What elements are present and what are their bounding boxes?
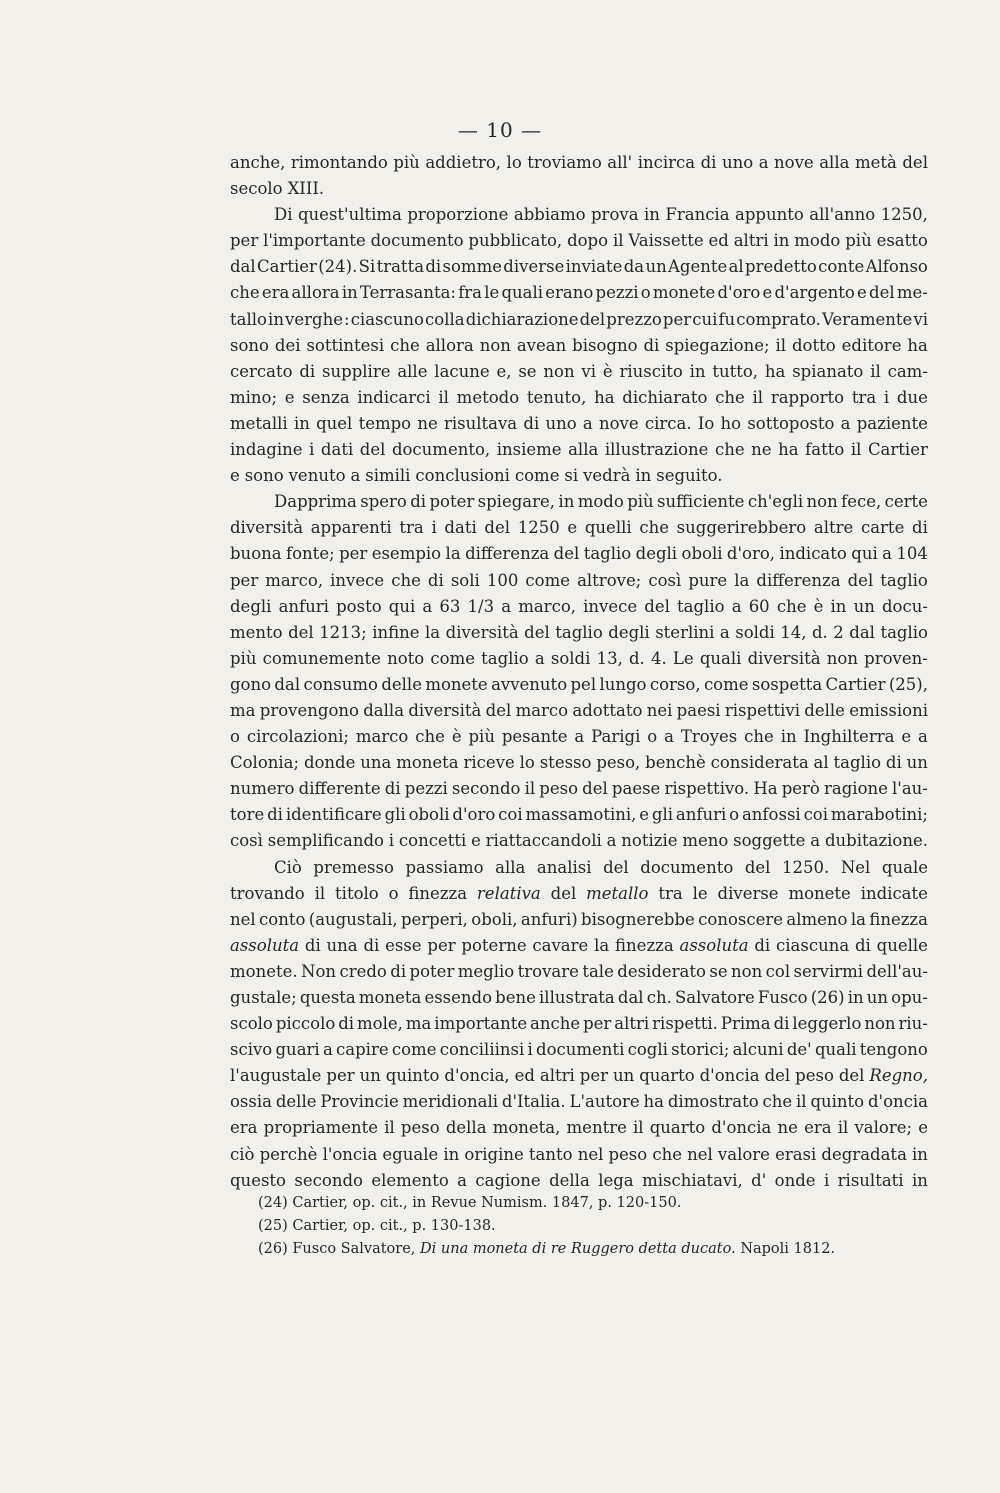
text-line: numero differente di pezzi secondo il peso del paese rispettivo. Ha però ragione l'au- <box>230 779 928 799</box>
text-line: monete. Non credo di poter meglio trovare tale desiderato se non col servirmi dell'au- <box>230 961 928 981</box>
text-line: gustale; questa moneta essendo bene illustrata dal ch. Salvatore Fusco (26) in un opu- <box>230 988 928 1007</box>
text-line: Colonia; donde una moneta riceve lo stesso peso, benchè considerata al taglio di un <box>230 753 928 773</box>
text-line: tallo in verghe : ciascuno colla dichiarazione del prezzo per cui fu comprato. Veramente vi <box>230 309 928 329</box>
text-line: questo secondo elemento a cagione della lega mischiatavi, d' onde i risultati in <box>230 1170 928 1190</box>
text-line: metalli in quel tempo ne risultava di uno a nove circa. Io ho sottoposto a paziente <box>230 413 928 433</box>
footnote <box>258 1215 858 1238</box>
footnote-mark: (24) <box>258 1195 293 1211</box>
text-line: trovando il titolo o finezza relativa del metallo tra le diverse monete indicate <box>230 883 928 903</box>
text-line: mino; e senza indicarci il metodo tenuto, ha dichiarato che il rapporto tra i due <box>230 387 928 407</box>
text-line: scolo piccolo di mole, ma importante anche per altri rispetti. Prima di leggerlo non riu- <box>230 1014 928 1034</box>
text-line: che era allora in Terrasanta: fra le quali erano pezzi o monete d'oro e d'argento e del me- <box>230 283 928 303</box>
footnotes <box>258 1192 858 1261</box>
text-line: per marco, invece che di soli 100 come altrove; così pure la differenza del taglio <box>230 570 928 590</box>
text-line: gono dal consumo delle monete avvenuto pel lungo corso, come sospetta Cartier (25), <box>230 674 928 694</box>
text-line: tore di identificare gli oboli d'oro coi massamotini, e gli anfuri o anfossi coi marabotini; <box>230 805 928 825</box>
text-line: indagine i dati del documento, insieme alla illustrazione che ne ha fatto il Cartier <box>230 440 928 460</box>
text-line: anche, rimontando più addietro, lo troviamo all' incirca di uno a nove alla metà del <box>230 153 928 172</box>
text-line: assoluta di una di esse per poterne cavare la finezza assoluta di ciascuna di quelle <box>230 935 928 955</box>
text-line: scivo guari a capire come conciliinsi i documenti cogli storici; alcuni de' quali tengono <box>230 1040 928 1060</box>
footnote <box>258 1238 858 1261</box>
footnote-mark: (25) <box>258 1218 293 1234</box>
body-text <box>230 150 928 1194</box>
text-line: ciò perchè l'oncia eguale in origine tanto nel peso che nel valore erasi degradata in <box>230 1144 928 1164</box>
text-line: e sono venuto a simili conclusioni come si vedrà in seguito. <box>230 466 723 486</box>
text-line: così semplificando i concetti e riattaccandoli a notizie meno soggette a dubitazione. <box>230 831 928 851</box>
text-line: l'augustale per un quinto d'oncia, ed altri per un quarto d'oncia del peso del Regno, <box>230 1066 928 1086</box>
footnote-reference: Napoli 1812. <box>740 1241 836 1257</box>
text-line: era propriamente il peso della moneta, mentre il quarto d'oncia ne era il valore; e <box>230 1118 928 1138</box>
text-line: o circolazioni; marco che è più pesante a Parigi o a Troyes che in Inghilterra e a <box>230 727 928 747</box>
text-line: buona fonte; per esempio la differenza del taglio degli oboli d'oro, indicato qui a 104 <box>230 544 928 564</box>
footnote-author: Cartier, <box>292 1218 353 1234</box>
text-line: degli anfuri posto qui a 63 1/3 a marco, invece del taglio a 60 che è in un docu- <box>230 596 928 616</box>
footnote-title: Di una moneta di re Ruggero detta ducato. <box>420 1241 741 1257</box>
text-line: nel conto (augustali, perperi, oboli, anfuri) bisognerebbe conoscere almeno la finezza <box>230 909 928 929</box>
text-line: cercato di supplire alle lacune e, se non vi è riuscito in tutto, ha spianato il cam- <box>230 361 928 381</box>
text-line: ossia delle Provincie meridionali d'Italia. L'autore ha dimostrato che il quinto d'oncia <box>230 1092 928 1112</box>
text-line: Di quest'ultima proporzione abbiamo prova in Francia appunto all'anno 1250, <box>274 205 928 225</box>
footnote <box>258 1192 858 1215</box>
text-line: sono dei sottintesi che allora non avean bisogno di spiegazione; il dotto editore ha <box>230 335 928 355</box>
text-line: più comunemente noto come taglio a soldi 13, d. 4. Le quali diversità non proven- <box>230 648 928 668</box>
footnote-reference: op. cit., p. 130-138. <box>352 1218 496 1234</box>
text-line: Ciò premesso passiamo alla analisi del documento del 1250. Nel quale <box>274 857 928 877</box>
footnote-author: Fusco Salvatore, <box>292 1241 421 1257</box>
text-line: ma provengono dalla diversità del marco adottato nei paesi rispettivi delle emissioni <box>230 700 928 720</box>
page-number: — 10 — <box>457 118 543 142</box>
text-line: diversità apparenti tra i dati del 1250 e quelli che suggerirebbero altre carte di <box>230 518 928 538</box>
text-line: dal Cartier (24). Si tratta di somme diverse inviate da un Agente al predetto conte Alfonso <box>230 257 928 277</box>
text-line: per l'importante documento pubblicato, dopo il Vaissette ed altri in modo più esatto <box>230 231 928 251</box>
text-line: mento del 1213; infine la diversità del taglio degli sterlini a soldi 14, d. 2 dal taglio <box>230 622 928 642</box>
text-line: Dapprima spero di poter spiegare, in modo più sufficiente ch'egli non fece, certe <box>274 492 928 512</box>
footnote-reference: op. cit., in Revue Numism. 1847, p. 120-150. <box>352 1195 682 1211</box>
text-line: secolo XIII. <box>230 179 325 199</box>
footnote-author: Cartier, <box>292 1195 353 1211</box>
footnote-mark: (26) <box>258 1241 293 1257</box>
